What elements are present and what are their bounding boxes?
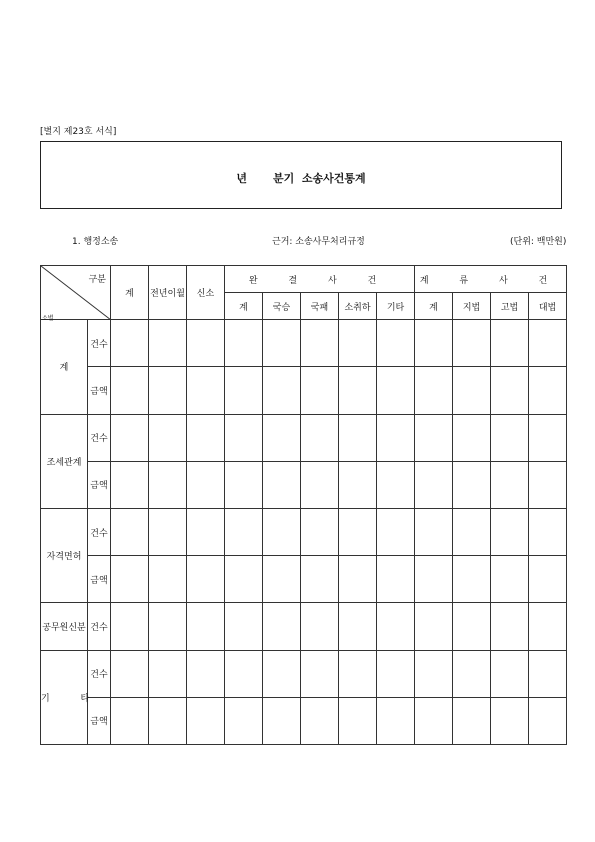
table-cell[interactable] [491,556,529,603]
table-cell[interactable] [491,367,529,414]
header-pending-high: 고법 [491,293,529,320]
table-cell[interactable] [529,697,567,744]
table-cell[interactable] [149,603,187,650]
table-cell[interactable] [225,650,263,697]
table-cell[interactable] [301,697,339,744]
table-cell[interactable] [111,461,149,508]
table-cell[interactable] [453,461,491,508]
row-type-count: 건수 [88,320,111,367]
table-cell[interactable] [339,320,377,367]
table-cell[interactable] [263,461,301,508]
table-cell[interactable] [149,414,187,461]
table-cell[interactable] [301,650,339,697]
table-row [41,556,567,603]
table-cell[interactable] [491,414,529,461]
table-cell[interactable] [301,508,339,555]
group-label-official: 공무원신분 [41,603,88,650]
table-cell[interactable] [339,697,377,744]
header-pending-group: 계 류 사 건 [415,266,567,293]
table-cell[interactable] [415,320,453,367]
table-cell[interactable] [187,508,225,555]
table-cell[interactable] [377,508,415,555]
table-cell[interactable] [301,320,339,367]
table-row [41,603,567,650]
table-cell[interactable] [187,650,225,697]
row-type-amount: 금액 [88,461,111,508]
table-cell[interactable] [529,461,567,508]
table-cell[interactable] [377,650,415,697]
table-cell[interactable] [149,367,187,414]
table-cell[interactable] [149,320,187,367]
table-cell[interactable] [453,414,491,461]
table-cell[interactable] [301,414,339,461]
table-cell[interactable] [225,367,263,414]
table-cell[interactable] [415,461,453,508]
header-carryover: 전년이월 [149,266,187,320]
table-cell[interactable] [187,603,225,650]
document-title [41,170,561,186]
table-row [41,320,567,367]
table-cell[interactable] [111,320,149,367]
table-cell[interactable] [225,320,263,367]
table-cell[interactable] [491,603,529,650]
table-cell[interactable] [453,367,491,414]
header-closed-total: 계 [225,293,263,320]
statistics-table [40,265,567,745]
table-cell[interactable] [263,603,301,650]
table-cell[interactable] [339,414,377,461]
header-pending-supreme: 대법 [529,293,567,320]
table-cell[interactable] [225,508,263,555]
row-type-amount: 금액 [88,367,111,414]
table-cell[interactable] [339,508,377,555]
table-cell[interactable] [453,650,491,697]
group-label-total: 계 [41,320,88,414]
table-cell[interactable] [415,650,453,697]
row-type-amount: 금액 [88,697,111,744]
table-cell[interactable] [377,603,415,650]
section-label: 1. 행정소송 [72,237,119,247]
table-cell[interactable] [301,367,339,414]
header-closed-lost: 국패 [301,293,339,320]
table-cell[interactable] [377,461,415,508]
table-cell[interactable] [415,367,453,414]
group-label-license: 자격면허 [41,508,88,602]
table-cell[interactable] [263,414,301,461]
table-cell[interactable] [263,697,301,744]
table-cell[interactable] [187,320,225,367]
title-year: 년 [236,172,247,185]
table-cell[interactable] [301,556,339,603]
table-cell[interactable] [149,697,187,744]
table-cell[interactable] [263,650,301,697]
table-cell[interactable] [225,414,263,461]
table-cell[interactable] [111,508,149,555]
table-cell[interactable] [225,697,263,744]
header-total: 계 [111,266,149,320]
form-number-label: [별지 제23호 서식] [40,127,117,137]
table-cell[interactable] [263,556,301,603]
row-type-count: 건수 [88,603,111,650]
table-row [41,697,567,744]
table-cell[interactable] [225,603,263,650]
table-cell[interactable] [453,320,491,367]
table-cell[interactable] [149,508,187,555]
table-cell[interactable] [491,650,529,697]
table-cell[interactable] [225,461,263,508]
title-name: 소송사건통계 [301,172,366,185]
table-cell[interactable] [339,367,377,414]
table-cell[interactable] [301,603,339,650]
table-cell[interactable] [301,461,339,508]
corner-bottom-label: 소별 [42,315,54,323]
header-new: 신소 [187,266,225,320]
group-label-other: 기 타 [41,650,88,744]
table-cell[interactable] [529,603,567,650]
table-row [41,650,567,697]
table-cell[interactable] [529,650,567,697]
table-cell[interactable] [529,556,567,603]
table-cell[interactable] [339,603,377,650]
header-closed-other: 기타 [377,293,415,320]
table-cell[interactable] [225,556,263,603]
table-cell[interactable] [415,603,453,650]
table-row [41,461,567,508]
table-cell[interactable] [339,556,377,603]
table-cell[interactable] [377,414,415,461]
table-row [41,414,567,461]
header-closed-group: 완 결 사 건 [225,266,415,293]
header-pending-total: 계 [415,293,453,320]
title-quarter: 분기 [272,172,295,185]
table-cell[interactable] [491,461,529,508]
group-label-tax: 조세관계 [41,414,88,508]
table-row [41,367,567,414]
table-cell[interactable] [415,508,453,555]
header-pending-district: 지법 [453,293,491,320]
table-cell[interactable] [263,367,301,414]
table-cell[interactable] [377,320,415,367]
table-cell[interactable] [339,461,377,508]
corner-top-label: 구분 [88,275,106,285]
table-cell[interactable] [491,697,529,744]
table-cell[interactable] [529,508,567,555]
table-cell[interactable] [415,414,453,461]
table-cell[interactable] [263,320,301,367]
table-cell[interactable] [187,367,225,414]
table-cell[interactable] [529,320,567,367]
table-cell[interactable] [111,367,149,414]
table-cell[interactable] [453,697,491,744]
row-type-count: 건수 [88,414,111,461]
unit-label: (단위: 백만원) [510,237,567,247]
table-cell[interactable] [149,650,187,697]
table-cell[interactable] [111,697,149,744]
table-cell[interactable] [187,697,225,744]
table-cell[interactable] [111,650,149,697]
header-closed-won: 국승 [263,293,301,320]
table-cell[interactable] [111,603,149,650]
basis-label: 근거: 소송사무처리규정 [272,237,365,247]
table-cell[interactable] [339,650,377,697]
table-cell[interactable] [529,367,567,414]
table-cell[interactable] [453,556,491,603]
table-row [41,508,567,555]
table-cell[interactable] [377,697,415,744]
header-corner-cell [41,266,111,323]
table-cell[interactable] [415,697,453,744]
table-cell[interactable] [453,508,491,555]
table-cell[interactable] [529,414,567,461]
table-cell[interactable] [415,556,453,603]
table-cell[interactable] [491,508,529,555]
table-cell[interactable] [377,367,415,414]
table-cell[interactable] [263,508,301,555]
table-cell[interactable] [111,556,149,603]
table-cell[interactable] [149,556,187,603]
table-cell[interactable] [491,320,529,367]
header-closed-withdrawn: 소취하 [339,293,377,320]
row-type-count: 건수 [88,650,111,697]
table-cell[interactable] [149,461,187,508]
table-cell[interactable] [377,556,415,603]
table-cell[interactable] [187,556,225,603]
table-cell[interactable] [453,603,491,650]
table-cell[interactable] [187,414,225,461]
row-type-count: 건수 [88,508,111,555]
row-type-amount: 금액 [88,556,111,603]
table-cell[interactable] [187,461,225,508]
title-box [40,141,562,209]
table-cell[interactable] [111,414,149,461]
